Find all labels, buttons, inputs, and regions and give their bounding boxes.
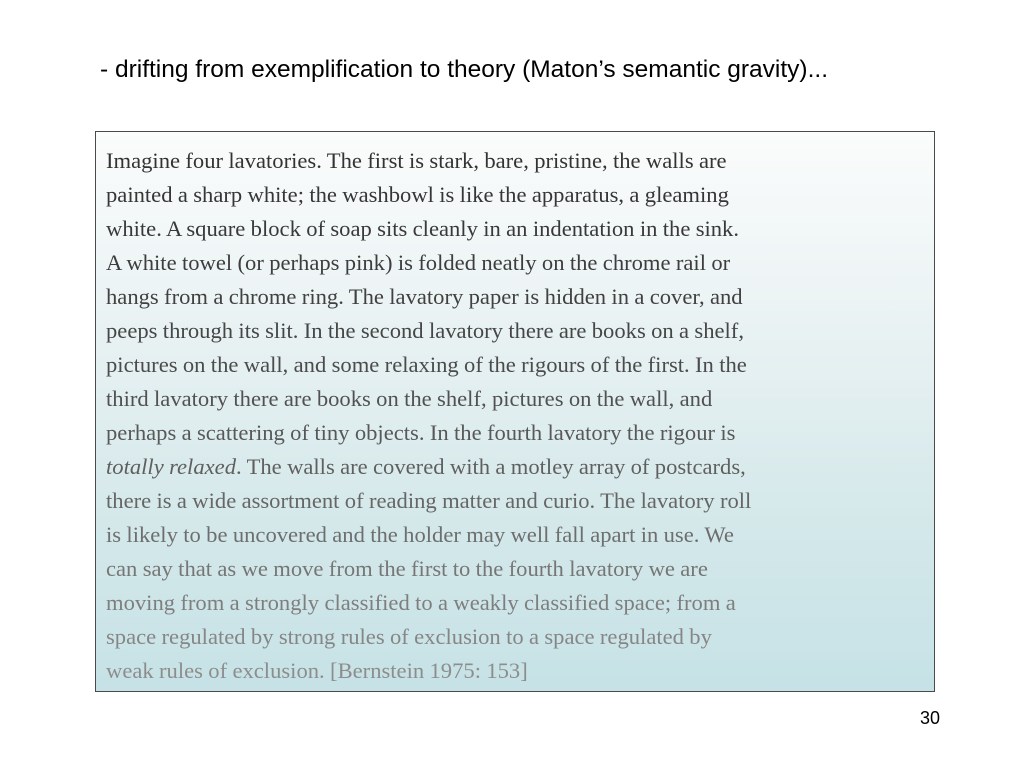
slide-title: - drifting from exemplification to theory (Maton’s semantic gravity)... [100,56,829,83]
quote-line-text: can say that as we move from the first to the fourth lavatory we are [106,556,708,581]
quote-line-text: third lavatory there are books on the shelf, pictures on the wall, and [106,386,713,411]
quote-line-text: . The walls are covered with a motley array of postcards, [236,454,746,479]
quote-line [106,280,930,314]
quote-line-text: there is a wide assortment of reading matter and curio. The lavatory roll [106,488,752,513]
quote-line-text: white. A square block of soap sits cleanly in an indentation in the sink. [106,216,740,241]
quote-line [106,484,930,518]
quote-line-text: pictures on the wall, and some relaxing of the rigours of the first. In the [106,352,747,377]
quote-line-text: perhaps a scattering of tiny objects. In the fourth lavatory the rigour is [106,420,736,445]
quote-line-text: peeps through its slit. In the second lavatory there are books on a shelf, [106,318,744,343]
quote-text [106,144,930,688]
quote-line [106,348,930,382]
quote-line-text: space regulated by strong rules of exclusion to a space regulated by [106,624,712,649]
quote-line [106,144,930,178]
quote-line [106,620,930,654]
quote-line [106,450,930,484]
quote-line [106,518,930,552]
quote-emphasis: totally relaxed [106,454,236,479]
quote-line [106,212,930,246]
quote-line [106,314,930,348]
quote-line-text: hangs from a chrome ring. The lavatory paper is hidden in a cover, and [106,284,743,309]
quote-box [95,131,935,692]
quote-line-text: weak rules of exclusion. [Bernstein 1975: 153] [106,658,528,683]
quote-line [106,416,930,450]
quote-line [106,586,930,620]
quote-line [106,382,930,416]
quote-line [106,246,930,280]
quote-line [106,552,930,586]
quote-line [106,654,930,688]
quote-line-text: is likely to be uncovered and the holder may well fall apart in use. We [106,522,734,547]
page-number: 30 [919,708,940,728]
quote-line-text: Imagine four lavatories. The first is stark, bare, pristine, the walls are [106,148,727,173]
quote-line-text: moving from a strongly classified to a weakly classified space; from a [106,590,736,615]
quote-line-text: painted a sharp white; the washbowl is like the apparatus, a gleaming [106,182,729,207]
quote-line-text: A white towel (or perhaps pink) is folded neatly on the chrome rail or [106,250,731,275]
quote-line [106,178,930,212]
